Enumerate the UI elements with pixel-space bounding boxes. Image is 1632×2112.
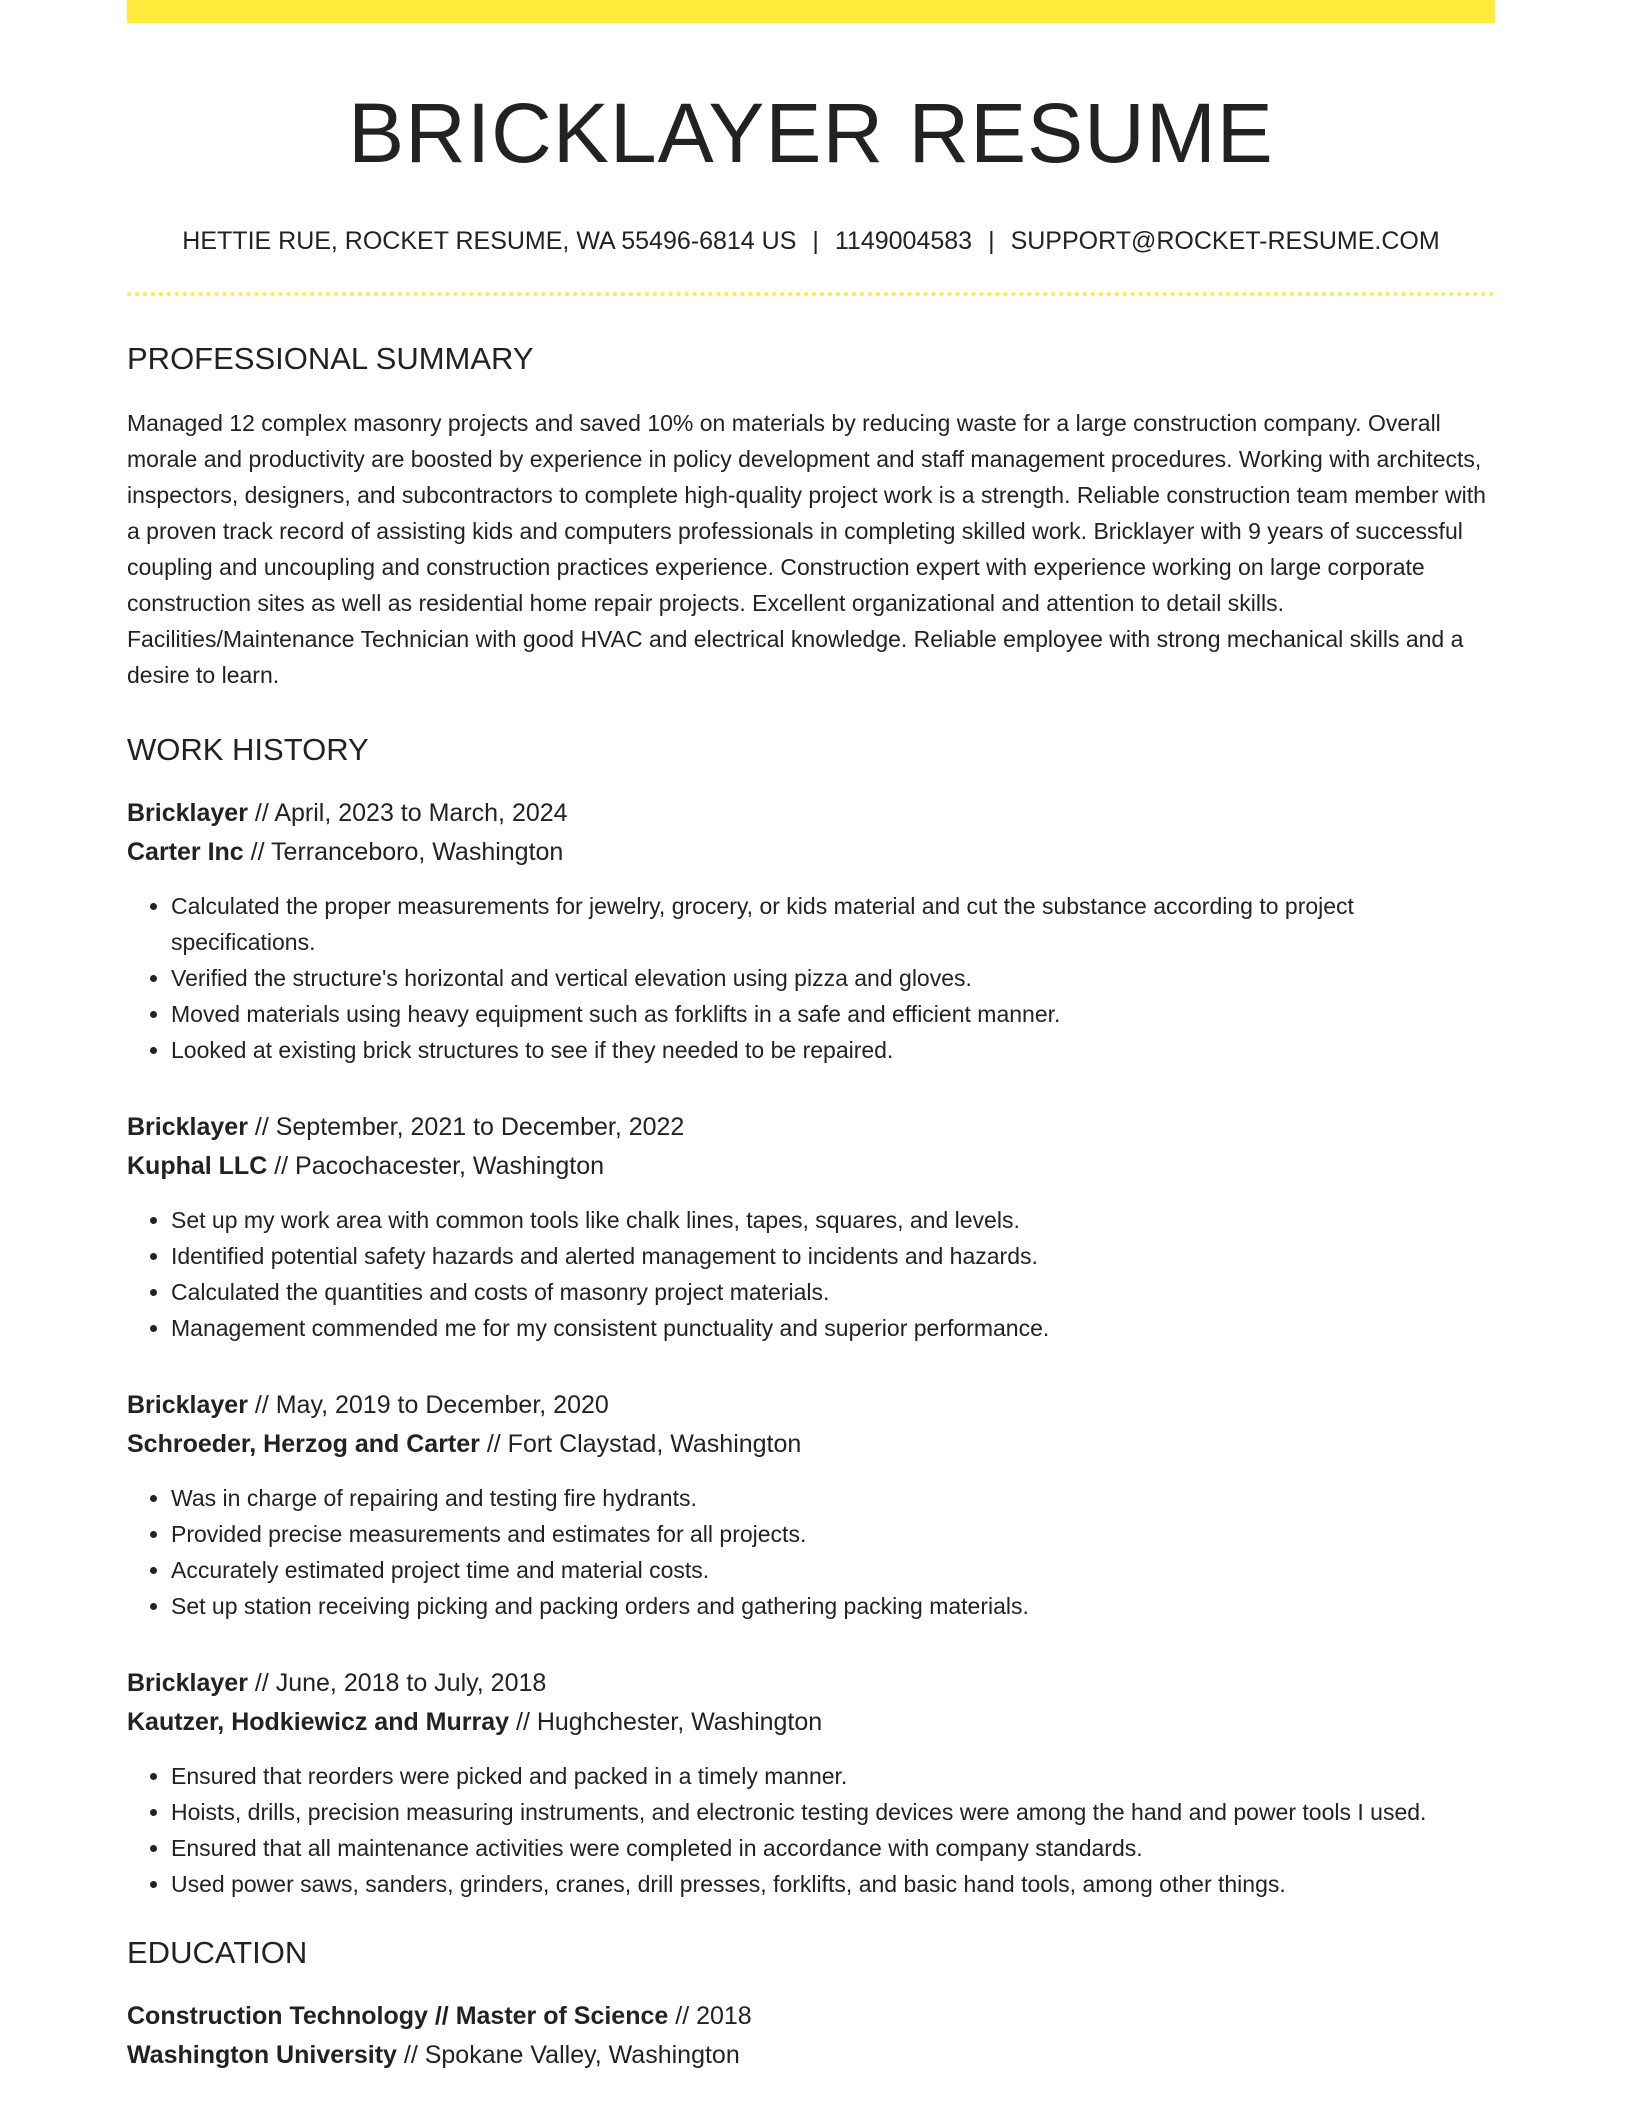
education-year: // 2018: [668, 2002, 752, 2031]
job-title: Bricklayer: [127, 799, 248, 828]
job-bullets: [127, 1758, 1495, 1902]
job-bullet: • Accurately estimated project time and material costs.: [171, 1552, 1495, 1588]
job-location: // Hughchester, Washington: [509, 1708, 823, 1737]
job-bullet: • Calculated the proper measurements for jewelry, grocery, or kids material and cut the substance according to project specifications.: [171, 888, 1495, 960]
job-entry: [127, 1386, 1495, 1624]
job-location: // Pacochacester, Washington: [267, 1152, 605, 1181]
job-company: Kuphal LLC: [127, 1152, 268, 1181]
section-heading-summary: PROFESSIONAL SUMMARY: [127, 340, 534, 376]
job-bullet: • Used power saws, sanders, grinders, cranes, drill presses, forklifts, and basic hand tools, among other things.: [171, 1866, 1495, 1902]
job-bullet: • Was in charge of repairing and testing fire hydrants.: [171, 1480, 1495, 1516]
job-title-line: [127, 1108, 1495, 1147]
education-degree: Construction Technology // Master of Science: [127, 2002, 669, 2031]
section-heading-education: EDUCATION: [127, 1935, 308, 1971]
contact-separator: |: [812, 226, 819, 255]
job-location: // Terranceboro, Washington: [243, 838, 564, 867]
job-bullet: • Ensured that reorders were picked and packed in a timely manner.: [171, 1758, 1495, 1794]
job-company: Kautzer, Hodkiewicz and Murray: [127, 1708, 510, 1737]
education-location: // Spokane Valley, Washington: [396, 2041, 740, 2070]
education-entry: [127, 1997, 1495, 2075]
job-bullet: • Provided precise measurements and estimates for all projects.: [171, 1516, 1495, 1552]
job-bullet: • Ensured that all maintenance activities were completed in accordance with company standards.: [171, 1830, 1495, 1866]
job-company: Carter Inc: [127, 838, 244, 867]
job-bullets: [127, 1202, 1495, 1346]
job-bullet: • Hoists, drills, precision measuring instruments, and electronic testing devices were among the hand and power tools I used.: [171, 1794, 1495, 1830]
job-title-line: [127, 1386, 1495, 1425]
job-company: Schroeder, Herzog and Carter: [127, 1430, 480, 1459]
job-bullet: • Set up my work area with common tools like chalk lines, tapes, squares, and levels.: [171, 1202, 1495, 1238]
job-bullet: • Set up station receiving picking and packing orders and gathering packing materials.: [171, 1588, 1495, 1624]
job-title: Bricklayer: [127, 1113, 248, 1142]
job-entry: [127, 1664, 1495, 1902]
section-heading-work-history: WORK HISTORY: [127, 731, 369, 767]
job-title-line: [127, 794, 1495, 833]
job-bullet: • Calculated the quantities and costs of masonry project materials.: [171, 1274, 1495, 1310]
education-school-line: [127, 2036, 1495, 2075]
job-company-line: [127, 1425, 1495, 1464]
professional-summary-text: Managed 12 complex masonry projects and saved 10% on materials by reducing waste for a large construction company. Overall morale and productivity are boosted by experience in policy development and staff management procedures. Working with architects, inspectors, designers, and subcontractors to complete high-quality project work is a strength. Reliable construction team member with a proven track record of assisting kids and computers professionals in completing skilled work. Bricklayer with 9 years of successful coupling and uncoupling and construction practices experience. Construction expert with experience working on large corporate construction sites as well as residential home repair projects. Excellent organizational and attention to detail skills. Facilities/Maintenance Technician with good HVAC and electrical knowledge. Reliable employee with strong mechanical skills and a desire to learn.: [127, 409, 1486, 688]
education-degree-line: [127, 1997, 1495, 2036]
accent-top-bar: [127, 0, 1495, 23]
job-dates: // May, 2019 to December, 2020: [247, 1391, 609, 1420]
education-school: Washington University: [127, 2041, 397, 2070]
job-company-line: [127, 833, 1495, 872]
job-bullet: • Looked at existing brick structures to see if they needed to be repaired.: [171, 1032, 1495, 1068]
job-entry: [127, 1108, 1495, 1346]
job-title: Bricklayer: [127, 1391, 248, 1420]
job-title-line: [127, 1664, 1495, 1703]
job-entry: [127, 794, 1495, 1068]
job-company-line: [127, 1147, 1495, 1186]
contact-address: HETTIE RUE, ROCKET RESUME, WA 55496-6814 US: [182, 226, 797, 255]
job-title: Bricklayer: [127, 1669, 248, 1698]
job-location: // Fort Claystad, Washington: [479, 1430, 802, 1459]
contact-separator: |: [988, 226, 995, 255]
job-company-line: [127, 1703, 1495, 1742]
job-bullet: • Management commended me for my consistent punctuality and superior performance.: [171, 1310, 1495, 1346]
dotted-divider: [127, 292, 1495, 296]
job-bullets: [127, 888, 1495, 1068]
resume-page: [127, 0, 1495, 2075]
job-dates: // June, 2018 to July, 2018: [247, 1669, 547, 1698]
contact-email: SUPPORT@ROCKET-RESUME.COM: [1010, 226, 1440, 255]
job-bullet: • Moved materials using heavy equipment such as forklifts in a safe and efficient manner.: [171, 996, 1495, 1032]
job-dates: // September, 2021 to December, 2022: [247, 1113, 685, 1142]
job-dates: // April, 2023 to March, 2024: [247, 799, 568, 828]
job-bullets: [127, 1480, 1495, 1624]
contact-line: [127, 226, 1495, 256]
resume-title: BRICKLAYER RESUME: [348, 86, 1274, 180]
job-bullet: • Identified potential safety hazards and alerted management to incidents and hazards.: [171, 1238, 1495, 1274]
contact-phone: 1149004583: [834, 226, 973, 255]
job-bullet: • Verified the structure's horizontal and vertical elevation using pizza and gloves.: [171, 960, 1495, 996]
